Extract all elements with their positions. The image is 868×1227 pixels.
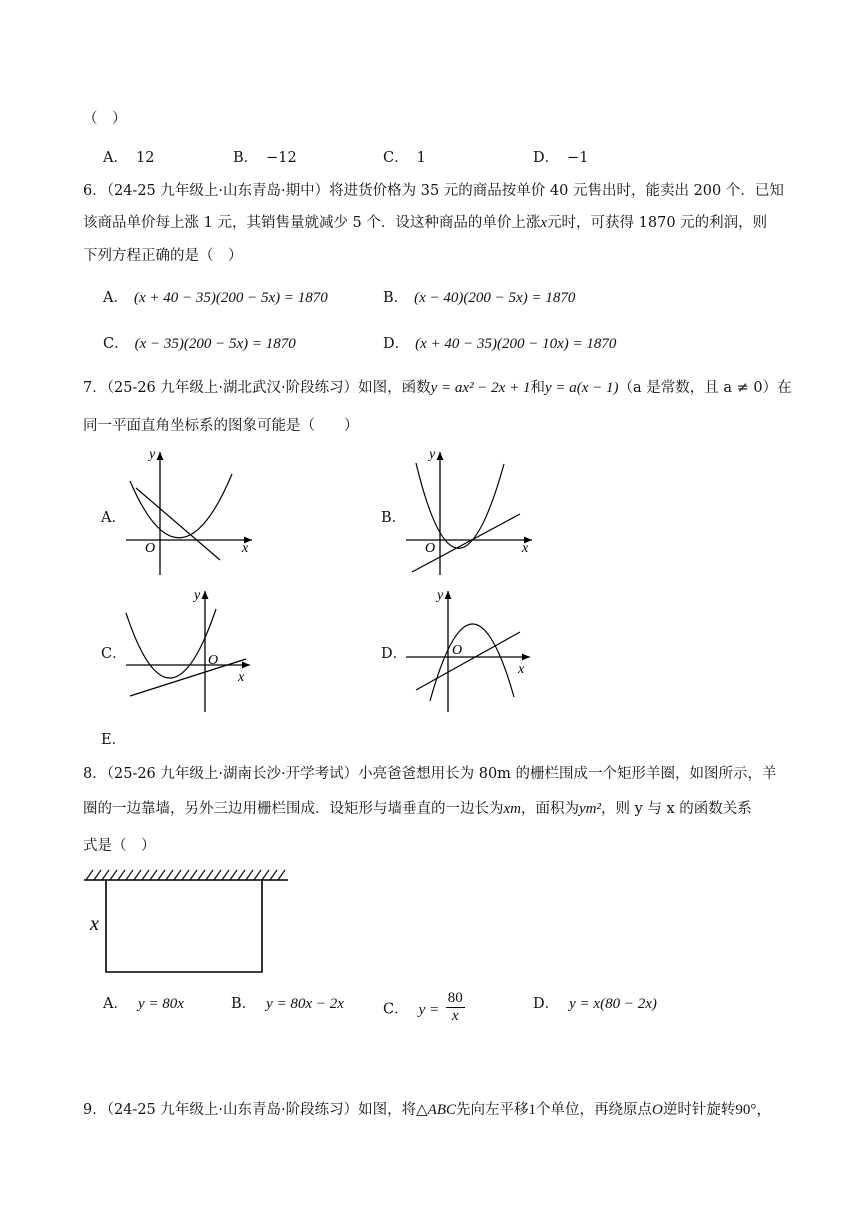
x-axis-label: x (518, 662, 525, 677)
y-axis-arrow (202, 591, 209, 599)
q6-line2: 该商品单价每上涨 1 元，其销售量就减少 5 个．设这种商品的单价上涨x元时，可获得 1870 元的利润，则 (83, 215, 768, 231)
parabola (126, 609, 219, 678)
q7-line1: 7．（25-26 九年级上·湖北武汉·阶段练习）如图，函数y = ax² − 2x + 1和y = a(x − 1)（a 是常数，且 a ≠ 0）在 (83, 380, 792, 396)
parabola (430, 624, 514, 701)
wall-hatching (86, 870, 285, 880)
y-axis-arrow (445, 591, 452, 599)
q7-graph-b (400, 448, 540, 578)
origin-label: O (452, 643, 463, 658)
q8-option-d: D． y = x(80 − 2x) (533, 996, 657, 1012)
q8-pen-figure (80, 866, 294, 978)
y-axis-label: y (149, 448, 156, 462)
x-axis-arrow (242, 662, 250, 669)
q8-line2: 圈的一边靠墙，另外三边用栅栏围成．设矩形与墙垂直的一边长为xm，面积为ym²，则 y 与 x 的函数关系 (83, 801, 752, 817)
q7-graph-d (400, 585, 540, 715)
q8-option-c: C． y = $\frac{80}{x}$ (383, 990, 463, 1024)
q8-line3: 式是（ ） (83, 838, 156, 854)
q5-option-d: D． −1 (533, 150, 589, 166)
q7-option-b: B． (381, 510, 407, 526)
q6-line3: 下列方程正确的是（ ） (83, 248, 243, 264)
q6-option-a: A． (x + 40 − 35)(200 − 5x) = 1870 (103, 290, 328, 306)
x-axis-label: x (242, 541, 249, 556)
q8-number: 8． (83, 766, 107, 782)
q7-option-e: E． (101, 732, 127, 748)
q7-option-a: A． (101, 510, 126, 526)
fence-rectangle (106, 880, 262, 972)
q7-source: （25-26 九年级上·湖北武汉·阶段练习） (106, 380, 359, 396)
q8-line1: 8．（25-26 九年级上·湖南长沙·开学考试）小亮爸爸想用长为 80m 的栅栏围成一个矩形羊圈，如图所示，羊 (83, 766, 777, 782)
x-axis-label: x (522, 541, 529, 556)
origin-label: O (208, 653, 219, 668)
q6-option-d: D． (x + 40 − 35)(200 − 10x) = 1870 (383, 336, 617, 352)
x-axis-label: x (238, 670, 245, 685)
parabola (416, 463, 504, 548)
q7-graph-c (120, 585, 260, 715)
y-axis-arrow (437, 452, 444, 460)
q6-line1: 6．（24-25 九年级上·山东青岛·期中）将进货价格为 35 元的商品按单价 40 元售出时，能卖出 200 个．已知 (83, 183, 784, 199)
y-axis-label: y (437, 588, 444, 603)
side-x-label: x (90, 913, 99, 935)
x-axis-arrow (522, 654, 530, 661)
q5-paren: （ ） (83, 111, 127, 127)
q7-option-c: C． (101, 646, 127, 662)
line (416, 632, 520, 690)
y-axis-arrow (157, 452, 164, 460)
q7-line2: 同一平面直角坐标系的图象可能是（ ） (83, 418, 359, 434)
q8-source: （25-26 九年级上·湖南长沙·开学考试） (106, 766, 359, 782)
fraction: $\frac{80}{x}$ (447, 990, 463, 1024)
y-axis-label: y (194, 588, 201, 603)
q6-option-c: C． (x − 35)(200 − 5x) = 1870 (103, 336, 296, 352)
q8-option-a: A． y = 80x (103, 996, 184, 1012)
q9-source: （24-25 九年级上·山东青岛·阶段练习） (106, 1102, 359, 1118)
q9-number: 9． (83, 1102, 107, 1118)
q7-graph-a (120, 448, 260, 578)
q7-option-d: D． (381, 646, 408, 662)
y-axis-label: y (429, 448, 436, 462)
parabola (130, 474, 232, 538)
q6-option-b: B． (x − 40)(200 − 5x) = 1870 (383, 290, 576, 306)
q6-source: （24-25 九年级上·山东青岛·期中） (106, 183, 330, 199)
q8-option-b: B． y = 80x − 2x (231, 996, 344, 1012)
q6-number: 6． (83, 183, 107, 199)
origin-label: O (145, 541, 156, 556)
origin-label: O (425, 541, 436, 556)
q5-option-b: B． −12 (233, 150, 297, 166)
q9-line1: 9．（24-25 九年级上·山东青岛·阶段练习）如图，将△ABC先向左平移1个单位，再绕原点O逆时针旋转90°， (83, 1102, 772, 1118)
q7-number: 7． (83, 380, 107, 396)
q5-option-c: C． 1 (383, 150, 426, 166)
q5-option-a: A． 12 (103, 150, 155, 166)
